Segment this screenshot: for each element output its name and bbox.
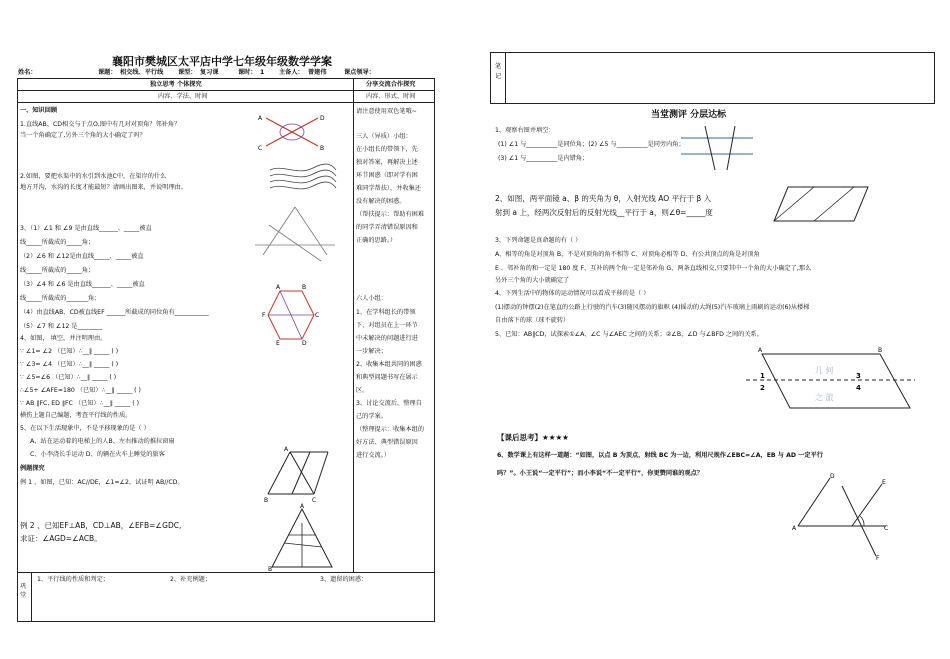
- q3-line3: （2）∠6 和 ∠12是由直线_____、_____被直: [20, 253, 144, 260]
- rq4-line2: 自由落下的球（球不旋转）: [495, 317, 570, 324]
- svg-text:C: C: [884, 525, 889, 532]
- example2-line1: 例 2 、已知EF⊥AB，CD⊥AB，∠EFB=∠GDC,: [20, 521, 182, 530]
- figure-hexagon: [262, 285, 318, 345]
- tip-r21: （整理提示：收集本组的: [356, 426, 425, 433]
- svg-text:A: A: [258, 115, 263, 122]
- tip-r22: 好方法、典型错误原因: [356, 439, 418, 446]
- meta-topic: 相交线、平行线: [120, 69, 164, 76]
- rq1-title: 1、观察右图并填空：: [495, 127, 555, 134]
- tip-r10: 正确的思路。）: [356, 237, 397, 244]
- svg-text:E: E: [276, 340, 280, 347]
- svg-text:B: B: [302, 284, 307, 291]
- svg-text:2: 2: [760, 384, 765, 392]
- q4-row3: ∵ ∠5=∠6 （已知）∴__∥ _____ ( ): [20, 374, 117, 381]
- svg-text:C: C: [315, 312, 320, 319]
- notes-box: [490, 52, 935, 104]
- example2-line2: 求证：∠AGD=∠ACB。: [20, 534, 102, 543]
- meta-author-label: 主备人：: [279, 69, 304, 76]
- q5-option-cd: C、小李浇长手运动 D、的辆在火车上睡觉的旅客: [30, 451, 165, 458]
- footer-item2: 2、补充例题；: [170, 576, 212, 583]
- tip-r17: 和典型问题书写在展示: [356, 374, 418, 381]
- q3-line4: 线_____所截成的_____角；: [20, 267, 95, 274]
- svg-text:F: F: [876, 555, 880, 562]
- q4-row2: ∵ ∠3= ∠4 （已知）∴__∥ _____ ( ): [20, 361, 119, 368]
- rq2-line1: 2、如图，两平面镜 a、β 的夹角为 θ，入射光线 AO 平行于 β 入: [495, 194, 712, 203]
- examples-title: 例题探究: [20, 465, 45, 472]
- svg-text:3: 3: [856, 372, 861, 380]
- tip-r3: 在小组长的带领下，先: [356, 146, 418, 153]
- footer-item3: 3、遗留的困惑：: [320, 576, 368, 583]
- figure-example1: [264, 448, 336, 506]
- footer-side-label: 巩堂: [20, 583, 27, 600]
- footer-item1: 1、平行线的性质和判定；: [37, 576, 109, 583]
- figure-intersecting-lines: [258, 112, 328, 152]
- rq6-line2: 吗？”。小王说“一定平行”；而小李说“不一定平行”，你更赞同谁的观点？: [497, 470, 703, 477]
- rq4-title: 4、下列生活中的物体的运动情况可以看成平移的是（ ）: [495, 290, 650, 297]
- tip-r16: 2、收集本组共同的困惑: [356, 361, 422, 368]
- rq3-line1: A、相等的角是对顶角 B、不是对顶角的角不相等 C、对顶角必相等 D、有公共顶点的角是对顶角: [495, 251, 760, 258]
- rq6-line1: 6、数学课上有这样一道题：“如图，以点 B 为顶点，射线 BC 为一边，利用尺规作∠EBC=∠A，EB 与 AD 一定平行: [497, 452, 823, 459]
- figure-example2: [268, 505, 336, 571]
- notes-label: 笔记: [495, 63, 502, 80]
- q4-title: 4、如图， 填空，并注明理由。: [20, 335, 107, 342]
- rq3-line2: E 、邻补角的和一定是 180 度 F、互补的两个角一定是邻补角 G、两条直线相交,只要其中一个角的大小确定了,那么: [495, 265, 812, 272]
- watermark-line1: 几 何: [815, 366, 834, 375]
- rq4-line1: (1)摆动的钟摆(2)在笔直的公路上行驶的汽车(3)随风摆动的旗帜 (4)摇动的大绳(5)汽车玻璃上雨刷的运动(6)从楼梯: [495, 304, 810, 311]
- tip-r2: 三人（异质）小组：: [356, 133, 412, 140]
- meta-audit-label: 课点领导：: [344, 69, 375, 76]
- header-col2: 分享交流合作探究: [366, 81, 416, 88]
- svg-text:C: C: [312, 497, 317, 504]
- q1-line1: 1.直线AB、CD相交与于点O,图中有几对对顶角？邻补角？: [20, 121, 181, 128]
- watermark-line2: 之 旅: [815, 393, 834, 402]
- tip-r14: 中未解决的问题进行进: [356, 335, 418, 342]
- figure-observation: [675, 124, 755, 172]
- svg-text:D: D: [320, 115, 325, 122]
- tip-r9: 的同学弄清错误原因和: [356, 224, 418, 231]
- tip-r19: 3、讨论交流后，整理自: [356, 400, 422, 407]
- meta-type-label: 课型：: [178, 69, 197, 76]
- rq5-title: 5、已知：AB∥CD，试探索①∠A、∠C 与∠AEC 之间的关系；②∠B、∠D 与∠BFD 之间的关系。: [495, 331, 763, 338]
- meta-type: 复习课: [200, 69, 219, 76]
- tip-r18: 区。: [356, 387, 369, 394]
- meta-hours-label: 课时：: [238, 69, 257, 76]
- q3-line5: （3）∠4 和 ∠6 是由直线______、_____被直: [20, 281, 145, 288]
- header-col1-sub: 内容、学法、时间: [158, 93, 208, 100]
- q3-line1: 3、（1）∠1 和 ∠9 是由直线______、_____被直: [20, 225, 152, 232]
- tip-r13: 下，对组员在上一环节: [356, 322, 418, 329]
- svg-text:4: 4: [856, 384, 861, 392]
- svg-text:D: D: [302, 340, 307, 347]
- tip-r6: 难同学帮扶），并收集还: [356, 185, 421, 192]
- svg-text:B: B: [268, 566, 273, 573]
- svg-text:B: B: [320, 145, 325, 152]
- q5-title: 5、在以下生活现象中，不是平移现象的是（ ）: [20, 425, 150, 432]
- svg-text:A: A: [284, 446, 289, 453]
- figure-ruler-compass: [790, 472, 890, 562]
- q2-line1: 2.如图，要把水渠中的水引到水池C中，在渠岸的什么: [20, 173, 167, 180]
- svg-text:A: A: [300, 503, 305, 510]
- svg-text:A: A: [758, 347, 763, 354]
- header-col1: 独立思考 个体探究: [150, 81, 202, 88]
- rq3-line3: 另外三个角的大小就确定了: [495, 277, 570, 284]
- meta-author: 曾建伟: [308, 69, 327, 76]
- svg-text:B: B: [878, 347, 883, 354]
- svg-text:A: A: [792, 525, 797, 532]
- figure-water-channel: [268, 160, 338, 200]
- q3-line7: （4）由直线AB、CD被直线EF ______所截成的同位角有___________: [20, 309, 209, 316]
- assessment-title: 当堂测评 分层达标: [651, 110, 727, 120]
- q3-line2: 线_____所截成的_____角；: [20, 239, 95, 246]
- svg-text:A: A: [276, 284, 281, 291]
- rq2-line2: 射到 a 上，经两次反射后的反射光线__平行于 a，则∠θ=_____度: [495, 208, 713, 217]
- figure-parallel-zigzag: [740, 348, 915, 413]
- rq3-title: 3、下列命题是真命题的有（ ）: [495, 237, 582, 244]
- svg-text:1: 1: [760, 372, 765, 380]
- tip-r1: 请注意使用双色笔哦~: [356, 108, 417, 115]
- figure-mirrors: [770, 181, 870, 229]
- q1-line2: 当一个角确定了,另外三个角的大小确定了吗？: [20, 132, 146, 139]
- meta-hours: 1: [260, 69, 265, 76]
- svg-text:F: F: [262, 312, 266, 319]
- q4-row4: ∴∠5+ ∠AFE=180 （已知）∴__∥ _____ ( ): [20, 387, 141, 394]
- q4-row1: ∵ ∠1= ∠2 （已知）∴__∥ _____ ( ): [20, 348, 119, 355]
- tip-r11: 六人小组：: [356, 295, 387, 302]
- tip-r7: 没有解决的困惑。: [356, 198, 406, 205]
- meta-name-label: 姓名：: [18, 69, 37, 76]
- tip-r20: 己的学案。: [356, 413, 387, 420]
- tip-r8: （帮扶提示：帮助有困难: [356, 211, 425, 218]
- svg-text:E: E: [882, 479, 886, 486]
- svg-text:C: C: [258, 145, 263, 152]
- q5-option-ab: A、站在运动着的电梯上的人B、左右推动的推拉窗扇: [30, 438, 175, 445]
- svg-text:D: D: [830, 473, 835, 480]
- after-class-title: 【课后思考】★★★★: [497, 433, 569, 442]
- tip-r23: 进行交流。）: [356, 452, 391, 459]
- svg-text:B: B: [264, 497, 269, 504]
- q4-row5: ∵ AB ∥FC, ED ∥FC （已知）∴__∥ _____ ( ): [20, 400, 140, 407]
- tip-r4: 独对答案，再解决上述: [356, 159, 418, 166]
- example1: 例 1 、如图，已知：AC//DE，∠1=∠2，试证明 AB//CD。: [20, 479, 184, 486]
- left-page-title: 襄阳市樊城区太平店中学七年级年级数学学案: [112, 55, 332, 68]
- q3-line6: 线_____所截成的_______角；: [20, 295, 101, 302]
- rq1-line2: (3) ∠1 与__________是内错角；: [498, 155, 589, 162]
- q2-line2: 地方开沟，水沟的长度才能最短？请画出图来，并说明理由。: [20, 184, 188, 191]
- tip-r15: 一步解决；: [356, 348, 387, 355]
- rq1-line1: (1) ∠1 与__________是同位角；(2) ∠5 与__________是同旁内角；: [498, 141, 685, 148]
- tip-r12: 1、在学科组长的带领: [356, 309, 416, 316]
- section-review: 一、知识回顾: [20, 107, 58, 114]
- meta-topic-label: 课题：: [98, 69, 117, 76]
- q3-line8: （5）∠7 和 ∠12 是________: [20, 323, 103, 330]
- header-col2-sub: 内容、形式、时间: [366, 93, 416, 100]
- q4-row6: 横伤上题自己编题，考查平行线的性质。: [20, 412, 132, 419]
- figure-angle-triangle: [255, 205, 335, 265]
- tip-r5: 环节困惑（即对学有困: [356, 172, 418, 179]
